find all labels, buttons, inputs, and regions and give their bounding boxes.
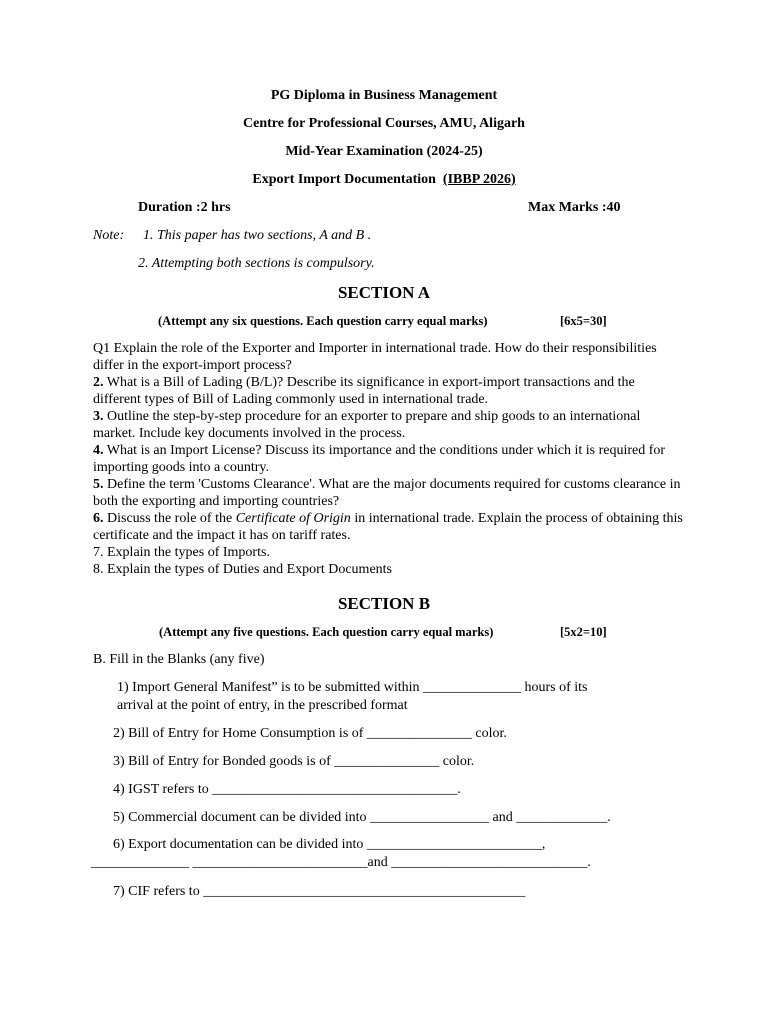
max-marks: Max Marks :40 [528, 200, 621, 215]
question-4: 4. What is an Import License? Discuss its importance and the conditions under which it is required for importing goods into a country. [93, 443, 666, 475]
duration: Duration :2 hrs [138, 200, 231, 215]
question-7: 7. Explain the types of Imports. [93, 545, 270, 560]
note-line-2: 2. Attempting both sections is compulsory. [138, 256, 375, 271]
blank-item-7: 7) CIF refers to ______________________________________________ [113, 884, 526, 899]
section-a-title: SECTION A [337, 283, 431, 302]
question-2: 2. What is a Bill of Lading (B/L)? Describe its significance in export-import transactions and the different types of Bill of Lading commonly used in international trade. [93, 375, 635, 407]
blank-item-2: 2) Bill of Entry for Home Consumption is of _______________ color. [113, 726, 507, 741]
note-label: Note: [93, 228, 125, 243]
blank-item-3: 3) Bill of Entry for Bonded goods is of _______________ color. [113, 754, 475, 769]
question-5: 5. Define the term 'Customs Clearance'. What are the major documents required for customs clearance in both the exporting and importing countries? [93, 477, 681, 509]
note-line-1: 1. This paper has two sections, A and B . [143, 228, 372, 243]
blank-item-1-cont: arrival at the point of entry, in the prescribed format [117, 698, 408, 713]
blank-item-5: 5) Commercial document can be divided into _________________ and _____________. [113, 810, 611, 825]
fill-blanks-heading: B. Fill in the Blanks (any five) [93, 652, 265, 667]
exam-title: Mid-Year Examination (2024-25) [285, 144, 483, 159]
blank-item-6-cont: ______________ _________________________and ____________________________. [91, 855, 591, 870]
section-b-title: SECTION B [337, 594, 431, 613]
blank-item-6: 6) Export documentation can be divided into _________________________, [113, 837, 546, 852]
question-8: 8. Explain the types of Duties and Export Documents [93, 562, 392, 577]
program-title: PG Diploma in Business Management [270, 88, 498, 103]
question-6: 6. Discuss the role of the Certificate of Origin in international trade. Explain the process of obtaining this certificate and the impact it has on tariff rates. [93, 511, 683, 543]
course-name: Export Import Documentation [252, 172, 436, 187]
course-title [0, 172, 768, 188]
section-a-instruction: (Attempt any six questions. Each question carry equal marks) [158, 314, 488, 328]
blank-item-4: 4) IGST refers to ___________________________________. [113, 782, 461, 797]
question-1: Q1 Explain the role of the Exporter and Importer in international trade. How do their responsibilities differ in the export-import process? [93, 341, 657, 373]
section-a-marks: [6x5=30] [560, 314, 607, 328]
blank-item-1: 1) Import General Manifest” is to be submitted within ______________ hours of its [117, 680, 588, 695]
question-3: 3. Outline the step-by-step procedure for an exporter to prepare and ship goods to an international market. Include key documents involved in the process. [93, 409, 641, 441]
course-code: (IBBP 2026) [442, 172, 516, 187]
section-b-instruction: (Attempt any five questions. Each question carry equal marks) [159, 625, 494, 639]
centre-title: Centre for Professional Courses, AMU, Aligarh [243, 116, 525, 131]
section-b-marks: [5x2=10] [560, 625, 607, 639]
